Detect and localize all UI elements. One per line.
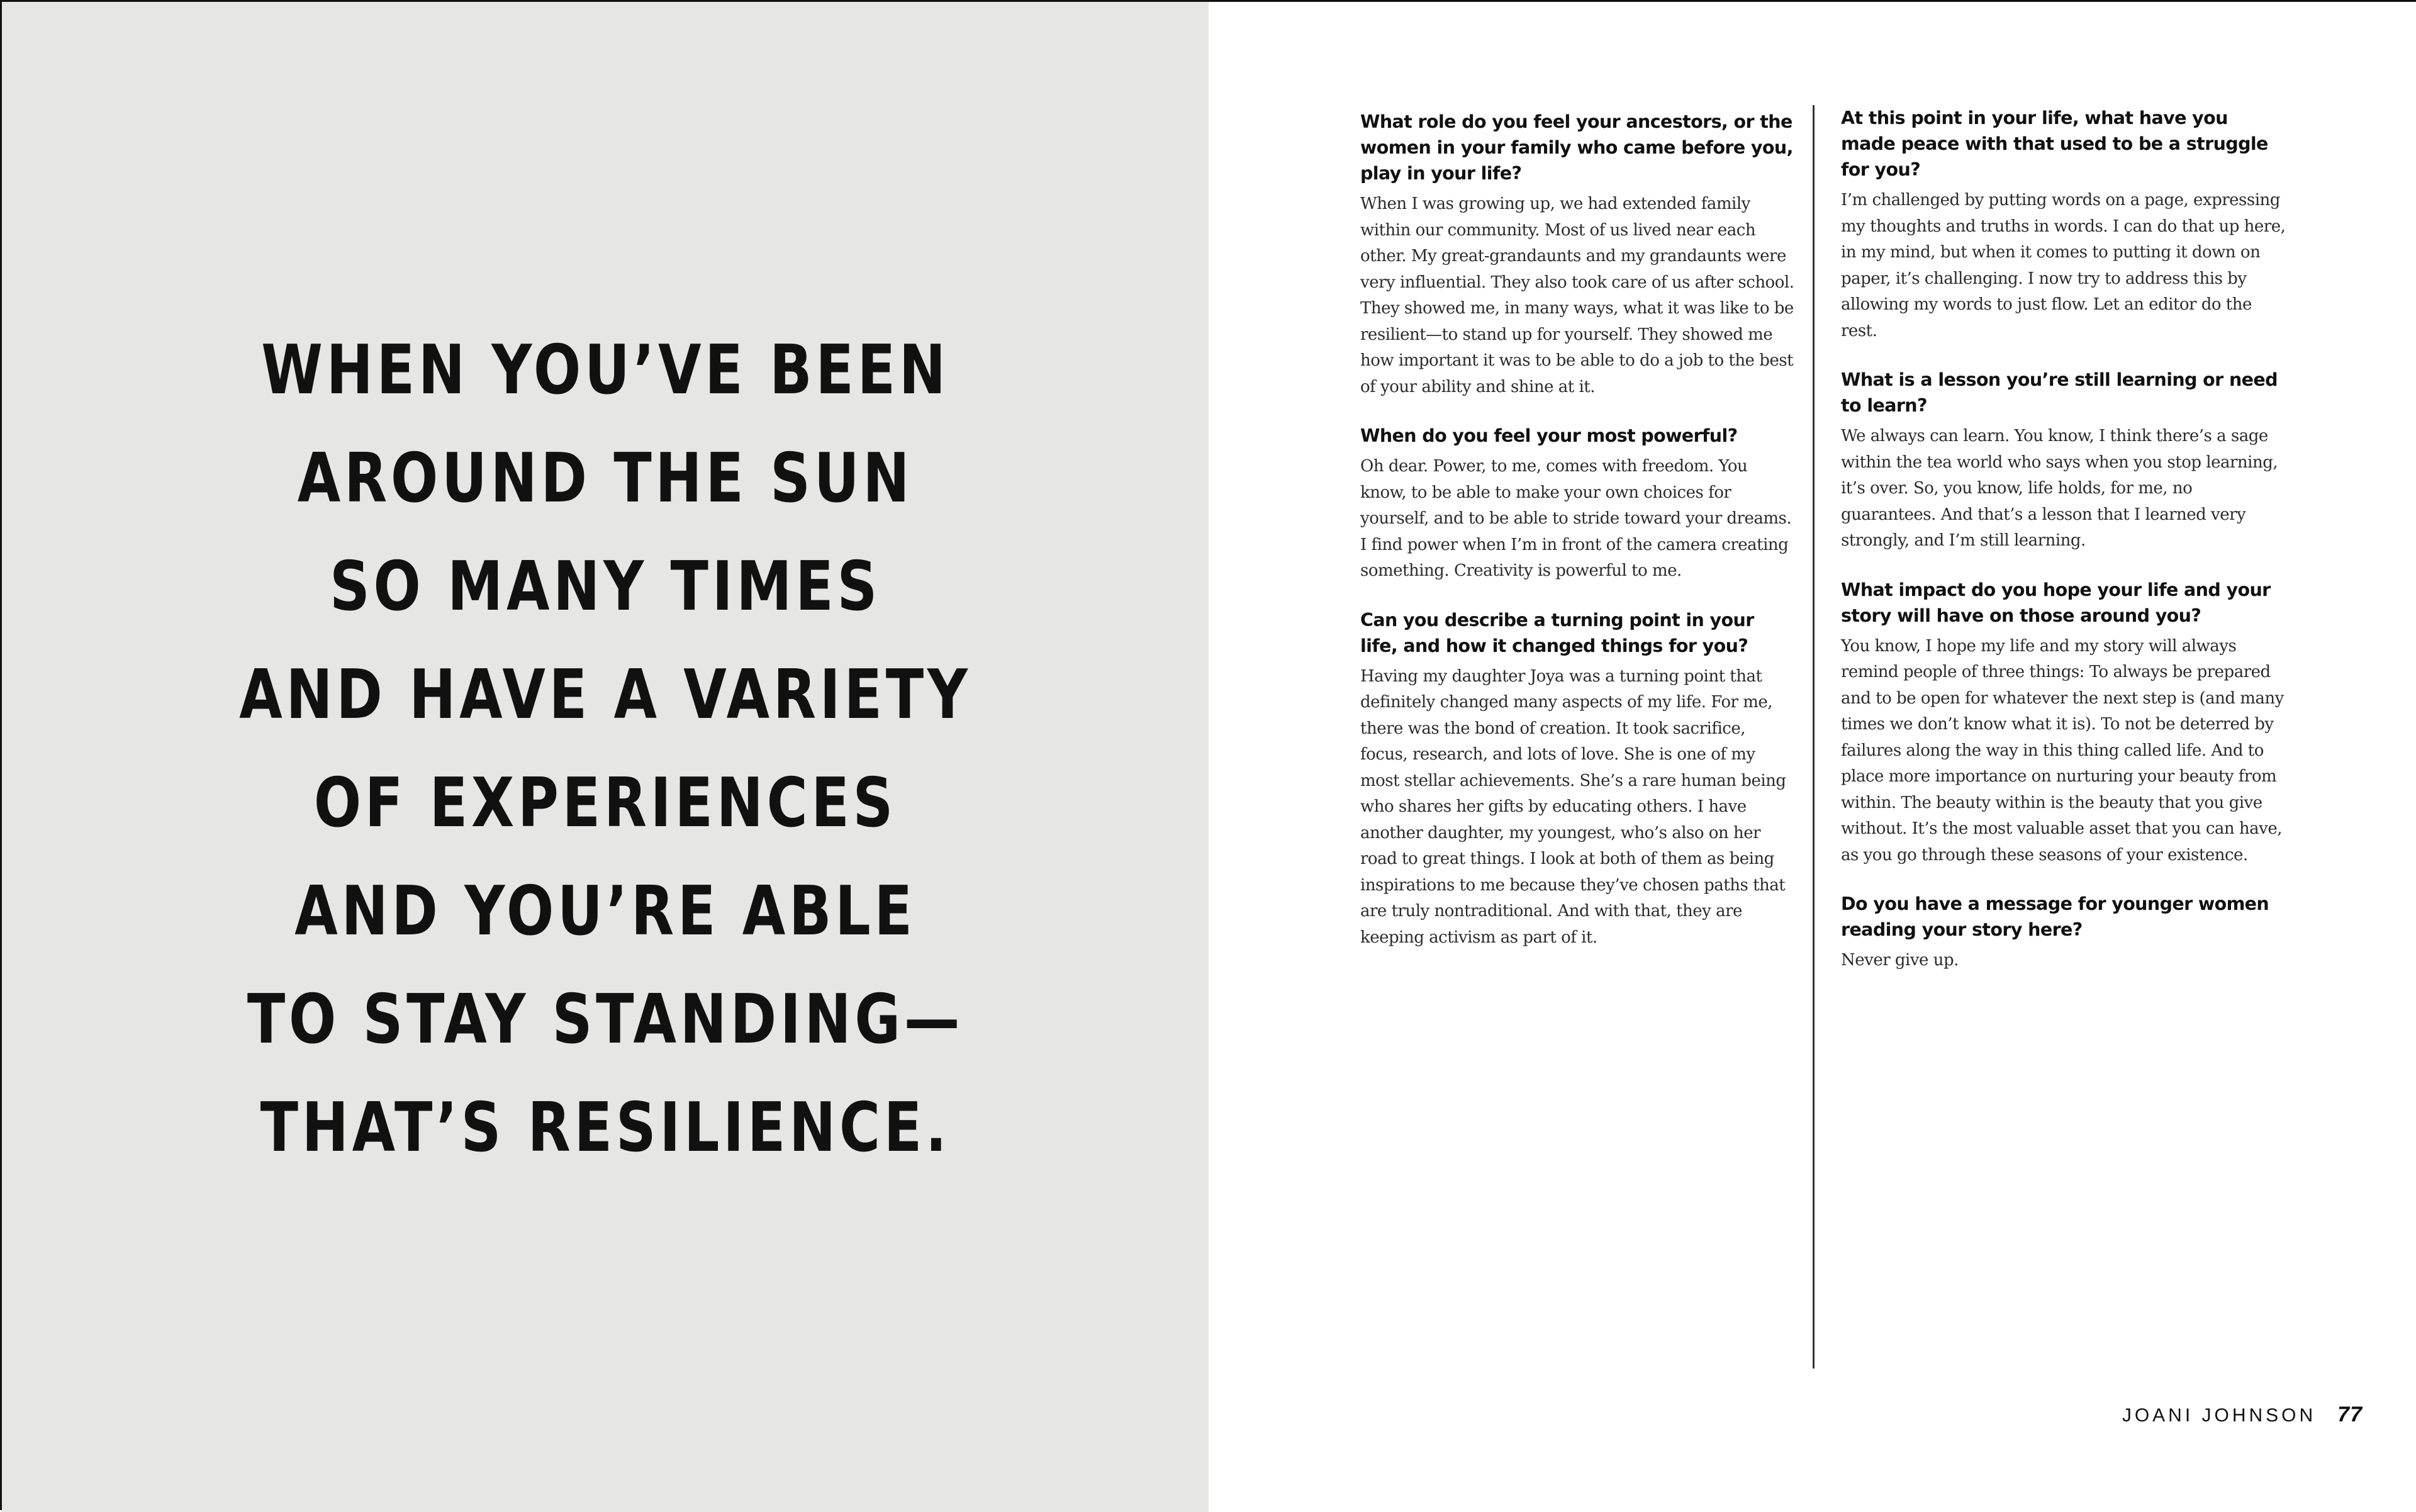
question: What is a lesson you’re still learning or need to learn? [1841, 369, 2278, 416]
page-number: 77 [2337, 1403, 2363, 1426]
question: When do you feel your most powerful? [1360, 425, 1738, 446]
answer: We always can learn. You know, I think there’s a sage within the tea world who says when you stop learning, it’s over. So, you know, life holds, for me, no guarantees. And that’s a lesson that I learned very strongly, and I’m still learning. [1841, 427, 2278, 550]
question: Do you have a message for younger women reading your story here? [1841, 893, 2269, 940]
question: Can you describe a turning point in your life, and how it changed things for you? [1360, 609, 1754, 656]
quote-line: AND YOU’RE ABLE [294, 872, 916, 951]
page-footer [2122, 1403, 2363, 1427]
quote-line: AROUND THE SUN [297, 439, 914, 518]
pull-quote [111, 316, 1100, 1182]
quote-line: THAT’S RESILIENCE. [260, 1089, 951, 1167]
qa-block [1841, 577, 2288, 869]
left-page [2, 2, 1209, 1512]
qa-block [1841, 891, 2288, 974]
qa-block [1841, 105, 2288, 344]
running-footer-name: JOANI JOHNSON [2122, 1405, 2317, 1426]
right-page [1209, 2, 2416, 1512]
answer: You know, I hope my life and my story will always remind people of three things: To always be prepared and to be open for whatever the next step is (and many times we don’t know what it is). To not be deterred by failures along the way in this thing called life. And to place more importance on nurturing your beauty from within. The beauty within is the beauty that you give without. It’s the most valuable asset that you can have, as you go through these seasons of your existence. [1841, 636, 2284, 865]
question: What impact do you hope your life and your story will have on those around you? [1841, 579, 2271, 626]
quote-line: SO MANY TIMES [329, 547, 881, 626]
answer: When I was growing up, we had extended family within our community. Most of us lived near each other. My great-grandaunts and my grandaunts were very influential. They also took care of us after school. They showed me, in many ways, what it was like to be resilient—to stand up for yourself. They showed me how important it was to be able to do a job to the best of your ability and shine at it. [1360, 194, 1794, 396]
qa-block [1360, 423, 1794, 585]
column-divider [1813, 105, 1815, 1369]
answer: Having my daughter Joya was a turning point that definitely changed many aspects of my life. For me, there was the bond of creation. It took sacrifice, focus, research, and lots of love. She is one of my most stellar achievements. She’s a rare human being who shares her gifts by educating others. I have another daughter, my youngest, who’s also on her road to great things. I look at both of them as being inspirations to me because they’ve chosen paths that are truly nontraditional. And with that, they are keeping activism as part of it. [1360, 666, 1786, 947]
answer: Never give up. [1841, 951, 1959, 970]
answer: I’m challenged by putting words on a page, expressing my thoughts and truths in words. I can do that up here, in my mind, but when it comes to putting it down on paper, it’s challenging. I now try to address this by allowing my words to just flow. Let an editor do the rest. [1841, 191, 2286, 340]
qa-block [1360, 607, 1794, 951]
interview-column-right [1841, 105, 2288, 997]
question: At this point in your life, what have you made peace with that used to be a struggle for you? [1841, 108, 2268, 180]
quote-line: AND HAVE A VARIETY [239, 656, 971, 734]
qa-block [1841, 367, 2288, 554]
quote-line: WHEN YOU’VE BEEN [261, 331, 949, 410]
quote-line: TO STAY STANDING— [247, 980, 964, 1059]
qa-block [1360, 109, 1794, 400]
answer: Oh dear. Power, to me, comes with freedom. You know, to be able to make your own choices for yourself, and to be able to stride toward your dreams. I find power when I’m in front of the camera creating something. Creativity is powerful to me. [1360, 457, 1792, 580]
question: What role do you feel your ancestors, or the women in your family who came before you, play in your life? [1360, 111, 1793, 184]
quote-line: OF EXPERIENCES [313, 764, 897, 843]
interview-column-left [1360, 109, 1794, 973]
